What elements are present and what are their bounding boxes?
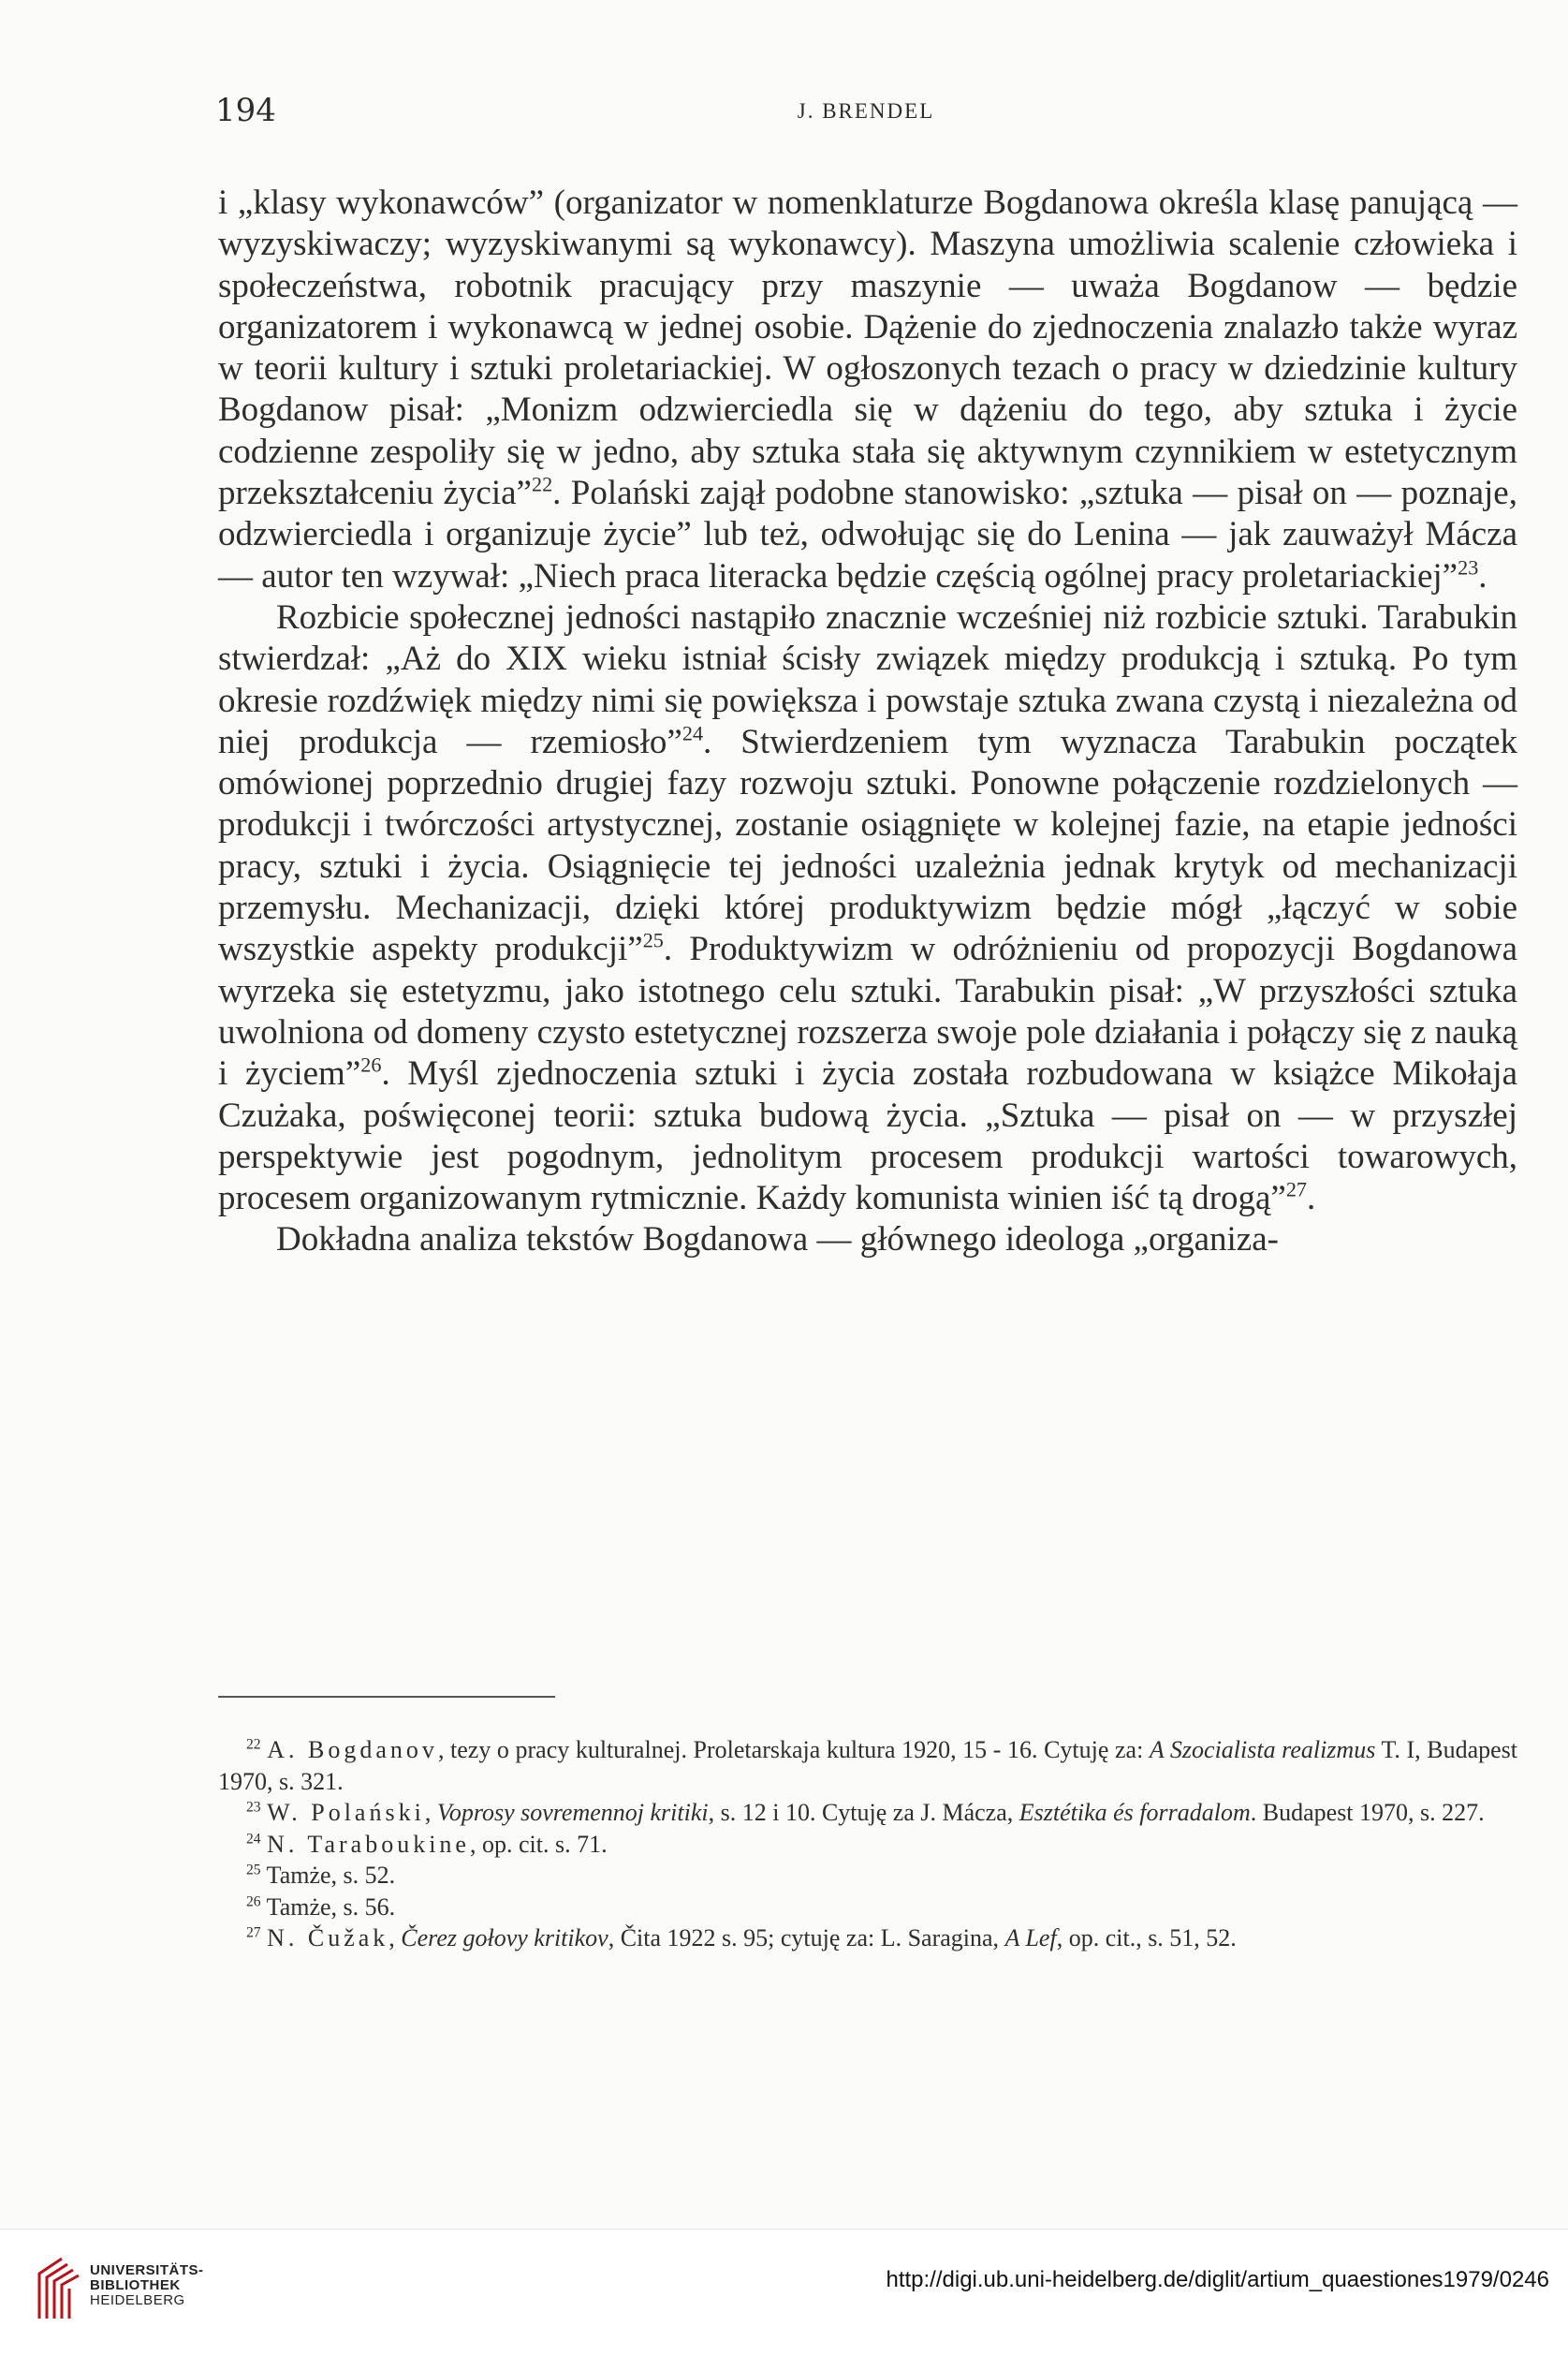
footer-bar — [0, 2229, 1568, 2356]
footnote-ref-22[interactable]: 22 — [531, 472, 553, 496]
footnote-27: $^{27}$ N. Čužak, Čerez gołovy kritikov, Čita 1922 s. 95; cytuję za: L. Saragina, A Lef, op. cit., s. 51, 52. — [246, 1924, 1237, 1951]
library-logo-icon[interactable] — [36, 2255, 81, 2322]
source-url-link[interactable]: http://digi.ub.uni-heidelberg.de/diglit/artium_quaestiones1979/0246 — [886, 2267, 1549, 2292]
footnote-ref-23[interactable]: 23 — [1458, 555, 1479, 580]
footnotes — [218, 1734, 1517, 1954]
paragraph-3: Dokładna analiza tekstów Bogdanowa — głównego ideologa „organiza- — [276, 1220, 1279, 1259]
page-header — [215, 92, 1517, 129]
footnote-23: $^{23}$ W. Polański, Voprosy sovremennoj kritiki, s. 12 i 10. Cytuję za J. Mácza, Esztétika és forradalom. Budapest 1970, s. 227. — [246, 1799, 1485, 1826]
footnote-25: $^{25}$ Tamże, s. 52. — [246, 1862, 396, 1889]
footnote-ref-26[interactable]: 26 — [360, 1053, 382, 1077]
footnote-ref-27[interactable]: 27 — [1285, 1177, 1308, 1201]
footnote-separator — [218, 1696, 555, 1698]
paragraph-2: Rozbicie społecznej jedności nastąpiło znacznie wcześniej niż rozbicie sztuki. Tarabukin stwierdzał: „Aż do XIX wieku istniał ścisły związek między produkcją i sztuką. Po tym okresie rozdźwięk między nimi się powiększa i powstaje sztuka zwana czystą i niezależna od niej produkcja — rzemiosło”$^{24}$. Stwierdzeniem tym wyznacza Tarabukin początek omówionej poprzednio drugiej fazy rozwoju sztuki. Ponowne połączenie rozdzielonych — produkcji i twórczości artystycznej, zostanie osiągnięte w kolejnej fazie, na etapie jedności pracy, sztuki i życia. Osiągnięcie tej jedności uzależnia jednak krytyk od mechanizacji przemysłu. Mechanizacji, dzięki której produktywizm będzie mógł „łączyć w sobie wszystkie aspekty produkcji”$^{25}$. Produktywizm w odróżnieniu od propozycji Bogdanowa wyrzeka się estetyzmu, jako istotnego celu sztuki. Tarabukin pisał: „W przyszłości sztuka uwolniona od domeny czysto estetycznej rozszerza swoje pole działania i połączy się z nauką i życiem”$^{26}$. Myśl zjednoczenia sztuki i życia została rozbudowana w książce Mikołaja Czużaka, poświęconej teorii: sztuka budową życia. „Sztuka — pisał on — w przyszłej perspektywie jest pogodnym, jednolitym procesem produkcji wartości towarowych, procesem organizowanym rytmicznie. Każdy komunista winien iść tą drogą”$^{27}$. — [218, 597, 1518, 1218]
page-number: 194 — [215, 92, 276, 129]
footnote-24: $^{24}$ N. Taraboukine, op. cit. s. 71. — [246, 1830, 608, 1858]
body-text — [218, 183, 1517, 1261]
paragraph-1: i „klasy wykonawców” (organizator w nomenklaturze Bogdanowa określa klasę panującą — wyzyskiwaczy; wyzyskiwanymi są wykonawcy). Maszyna umożliwia scalenie człowieka i społeczeństwa, robotnik pracujący przy maszynie — uważa Bogdanow — będzie organizatorem i wykonawcą w jednej osobie. Dążenie do zjednoczenia znalazło także wyraz w teorii kultury i sztuki proletariackiej. W ogłoszonych tezach o pracy w dziedzinie kultury Bogdanow pisał: „Monizm odzwierciedla się w dążeniu do tego, aby sztuka i życie codzienne zespoliły się w jedno, aby sztuka stała się aktywnym czynnikiem w estetycznym przekształceniu życia”$^{22}$. Polański zajął podobne stanowisko: „sztuka — pisał on — poznaje, odzwierciedla i organizuje życie” lub też, odwołując się do Lenina — jak zauważył Mácza — autor ten wzywał: „Niech praca literacka będzie częścią ogólnej pracy proletariackiej”$^{23}$. — [218, 184, 1517, 596]
footnote-ref-25[interactable]: 25 — [642, 929, 664, 953]
footnote-22: $^{22}$ A. Bogdanov, tezy o pracy kulturalnej. Proletarskaja kultura 1920, 15 - 16. Cytuję za: A Szocialista realizmus T. I, Budapest 1970, s. 321. — [218, 1736, 1517, 1795]
library-name: UNIVERSITÄTS- BIBLIOTHEK HEIDELBERG — [90, 2262, 204, 2308]
footnote-26: $^{26}$ Tamże, s. 56. — [246, 1892, 396, 1921]
footnote-ref-24[interactable]: 24 — [681, 721, 704, 745]
running-head: J. BRENDEL — [797, 99, 935, 123]
